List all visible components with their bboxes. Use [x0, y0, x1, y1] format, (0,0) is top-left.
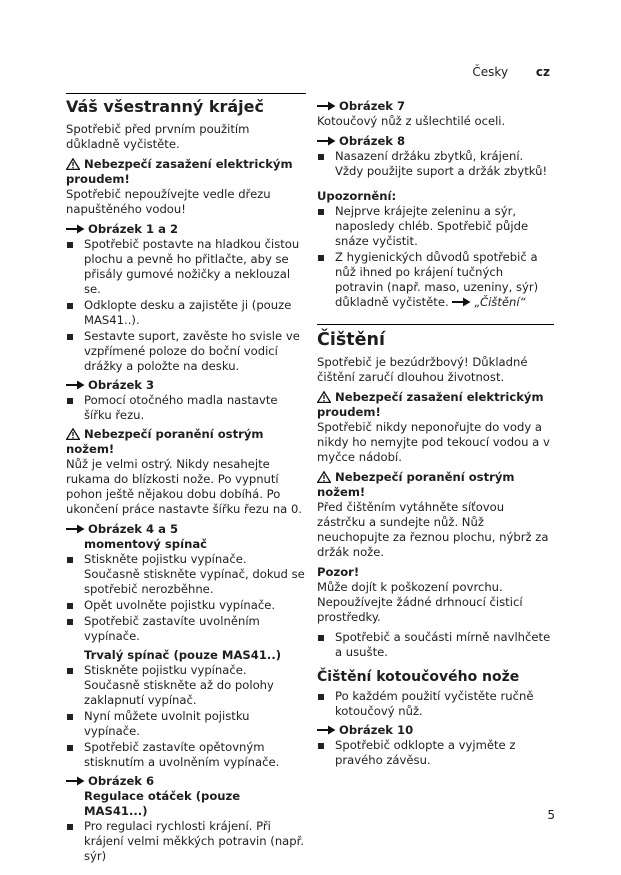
list-item: Z hygienických důvodů spotřebič a nůž ihned po krájení tučných potravin (např. maso, uzeniny, sýr) důkladně vyčistěte. „Čištění“	[317, 250, 554, 310]
disc-list	[317, 689, 554, 719]
arrow-right-icon	[66, 524, 85, 534]
warning-electric-1-text: Spotřebič nepoužívejte vedle dřezu napuštěného vodou!	[66, 187, 271, 216]
cross-reference-link[interactable]: „Čištění“	[474, 295, 526, 309]
caution-text: Může dojít k poškození povrchu. Nepoužívejte žádné drhnoucí čisticí prostředky.	[317, 580, 523, 624]
fig3-list	[66, 393, 306, 423]
list-item: Po každém použití vyčistěte ručně kotoučový nůž.	[317, 689, 554, 719]
arrow-right-icon	[66, 380, 85, 390]
disc-cleaning-heading: Čištění kotoučového nože	[317, 669, 520, 685]
list-item: Pomocí otočného madla nastavte šířku řezu.	[66, 393, 306, 423]
list-item: Spotřebič zastavíte uvolněním vypínače.	[66, 614, 306, 644]
figure-ref-10: Obrázek 10	[317, 723, 554, 738]
list-item: Spotřebič a součásti mírně navlhčete a usušte.	[317, 630, 554, 660]
speed-control-heading: Regulace otáček (pouze MAS41...)	[84, 789, 241, 818]
warning-triangle-icon	[66, 428, 80, 440]
list-item: Spotřebič odklopte a vyjměte z pravého závěsu.	[317, 738, 554, 768]
warning-sharp-knife-1-text: Nůž je velmi ostrý. Nikdy nesahejte rukama do blízkosti nože. Po vypnutí pohon ještě nějakou dobu dobíhá. Po ukončení práce nastavte šířku řezu na 0.	[66, 457, 303, 516]
page-header	[472, 65, 550, 80]
list-item: Nyní můžete uvolnit pojistku vypínače.	[66, 709, 306, 739]
figure-ref-7: Obrázek 7	[317, 99, 554, 114]
caution-list	[317, 630, 554, 660]
list-item: Odklopte desku a zajistěte ji (pouze MAS41..).	[66, 298, 306, 328]
warning-sharp-knife-2-text: Před čištěním vytáhněte síťovou zástrčku a sundejte nůž. Nůž neuchopujte za řeznou plochu, nýbrž za držák nože.	[317, 500, 549, 559]
fig7-text: Kotoučový nůž z ušlechtilé oceli.	[317, 114, 506, 128]
intro-text: Spotřebič před prvním použitím důkladně vyčistěte.	[66, 122, 250, 151]
fig6-list	[66, 819, 306, 864]
fig12-list	[66, 237, 306, 374]
fig45-list	[66, 552, 306, 644]
section-title-versatile-slicer: Váš všestranný kráječ	[66, 93, 306, 116]
section-title-cleaning: Čištění	[317, 324, 554, 351]
page-number: 5	[547, 808, 555, 822]
permanent-switch-heading: Trvalý spínač (pouze MAS41..)	[84, 648, 282, 662]
figure-ref-1-2: Obrázek 1 a 2	[66, 222, 306, 237]
fig10-list	[317, 738, 554, 768]
warning-sharp-knife-2: Nebezpečí poranění ostrým nožem!	[317, 470, 515, 499]
list-item: Spotřebič zastavíte opětovným stisknutím a uvolněním vypínače.	[66, 740, 306, 770]
warning-triangle-icon	[66, 158, 80, 170]
list-item: Sestavte suport, zavěste ho svisle ve vzpřímené poloze do boční vodicí drážky a položte na desku.	[66, 329, 306, 374]
perm-list	[66, 663, 306, 770]
right-column	[317, 99, 554, 772]
arrow-right-icon	[317, 136, 336, 146]
warning-electric-2: Nebezpečí zasažení elektrickým proudem!	[317, 390, 544, 419]
cleaning-intro: Spotřebič je bezúdržbový! Důkladné čištění zaručí dlouhou životnost.	[317, 355, 528, 384]
left-column	[66, 93, 306, 868]
fig8-list	[317, 149, 554, 179]
warning-electric-2-text: Spotřebič nikdy neponořujte do vody a nikdy ho nemyjte pod tekoucí vodou a v myčce nádobí.	[317, 420, 550, 464]
language-code: cz	[535, 65, 550, 79]
caution-heading: Pozor!	[317, 565, 360, 579]
momentary-switch-heading: momentový spínač	[84, 537, 208, 551]
figure-ref-4-5: Obrázek 4 a 5	[66, 522, 306, 537]
arrow-right-icon	[317, 101, 336, 111]
figure-ref-8: Obrázek 8	[317, 134, 554, 149]
list-item: Stiskněte pojistku vypínače. Současně stiskněte až do polohy zaklapnutí vypínač.	[66, 663, 306, 708]
arrow-right-icon	[66, 224, 85, 234]
list-item: Pro regulaci rychlosti krájení. Při krájení velmi měkkých potravin (např. sýr)	[66, 819, 306, 864]
list-item: Spotřebič postavte na hladkou čistou plochu a pevně ho přitlačte, aby se přisály gumové nožičky a neklouzal se.	[66, 237, 306, 297]
arrow-right-icon	[452, 297, 471, 307]
figure-ref-3: Obrázek 3	[66, 378, 306, 393]
list-item: Nasazení držáku zbytků, krájení. Vždy použijte suport a držák zbytků!	[317, 149, 554, 179]
list-item: Stiskněte pojistku vypínače. Současně stiskněte vypínač, dokud se spotřebič nerozběhne.	[66, 552, 306, 597]
list-item: Opět uvolněte pojistku vypínače.	[66, 598, 306, 613]
language-label: Česky	[472, 65, 509, 79]
warning-triangle-icon	[317, 471, 331, 483]
note-list	[317, 204, 554, 310]
figure-ref-6: Obrázek 6	[66, 774, 306, 789]
arrow-right-icon	[317, 725, 336, 735]
warning-triangle-icon	[317, 391, 331, 403]
note-heading: Upozornění:	[317, 189, 397, 203]
arrow-right-icon	[66, 776, 85, 786]
list-item: Nejprve krájejte zeleninu a sýr, naposledy chléb. Spotřebič půjde snáze vyčistit.	[317, 204, 554, 249]
warning-electric-1: Nebezpečí zasažení elektrickým proudem!	[66, 157, 293, 186]
warning-sharp-knife-1: Nebezpečí poranění ostrým nožem!	[66, 427, 264, 456]
